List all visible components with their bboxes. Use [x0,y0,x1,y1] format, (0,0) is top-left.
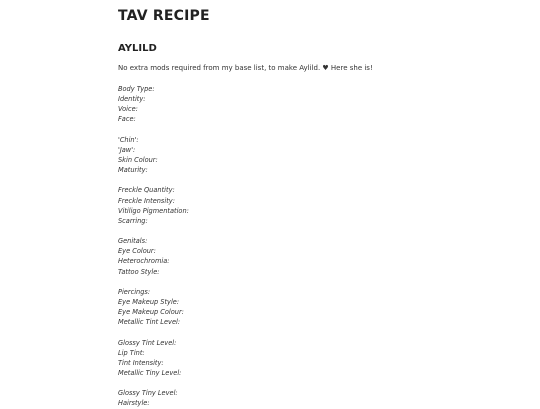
recipe-field: Genitals: [118,237,148,246]
recipe-field [118,175,189,185]
post-title: AYLILD [118,43,157,54]
recipe-field: Maturity: [118,166,148,175]
recipe-field: Eye Colour: [118,247,156,256]
post-intro: No extra mods required from my base list, to make Aylild. ♥ Here she is! [118,64,373,72]
recipe-field: Heterochromia: [118,257,170,266]
recipe-field: Tattoo Style: [118,267,160,276]
recipe-field: 'Chin': [118,135,139,144]
recipe-field-list [118,84,189,409]
recipe-field [118,378,189,388]
recipe-field [118,277,189,287]
recipe-field: Eye Makeup Style: [118,297,180,306]
recipe-field: Glossy Tint Level: [118,338,177,347]
recipe-field: Freckle Intensity: [118,196,175,205]
recipe-field: Freckle Quantity: [118,186,175,195]
recipe-field [118,226,189,236]
recipe-field: Body Type: [118,85,155,93]
recipe-field: Metallic Tint Level: [118,318,181,327]
recipe-field: Skin Colour: [118,155,158,164]
recipe-field [118,125,189,135]
recipe-field [118,327,189,337]
recipe-field: Vitiligo Pigmentation: [118,206,189,215]
recipe-field: Glossy Tiny Level: [118,389,178,398]
recipe-field: Metallic Tiny Level: [118,368,182,377]
recipe-field: Face: [118,115,136,124]
recipe-field: Lip Tint: [118,348,145,357]
recipe-field: Eye Makeup Colour: [118,308,184,317]
recipe-field: 'Jaw': [118,145,136,154]
recipe-field: Piercings: [118,287,151,296]
recipe-field: Tint Intensity: [118,358,164,367]
recipe-field: Voice: [118,105,138,114]
recipe-field: Hairstyle: [118,399,150,408]
recipe-field: Identity: [118,95,146,104]
site-title[interactable]: TAV RECIPE [118,8,210,24]
recipe-field: Scarring: [118,216,148,225]
